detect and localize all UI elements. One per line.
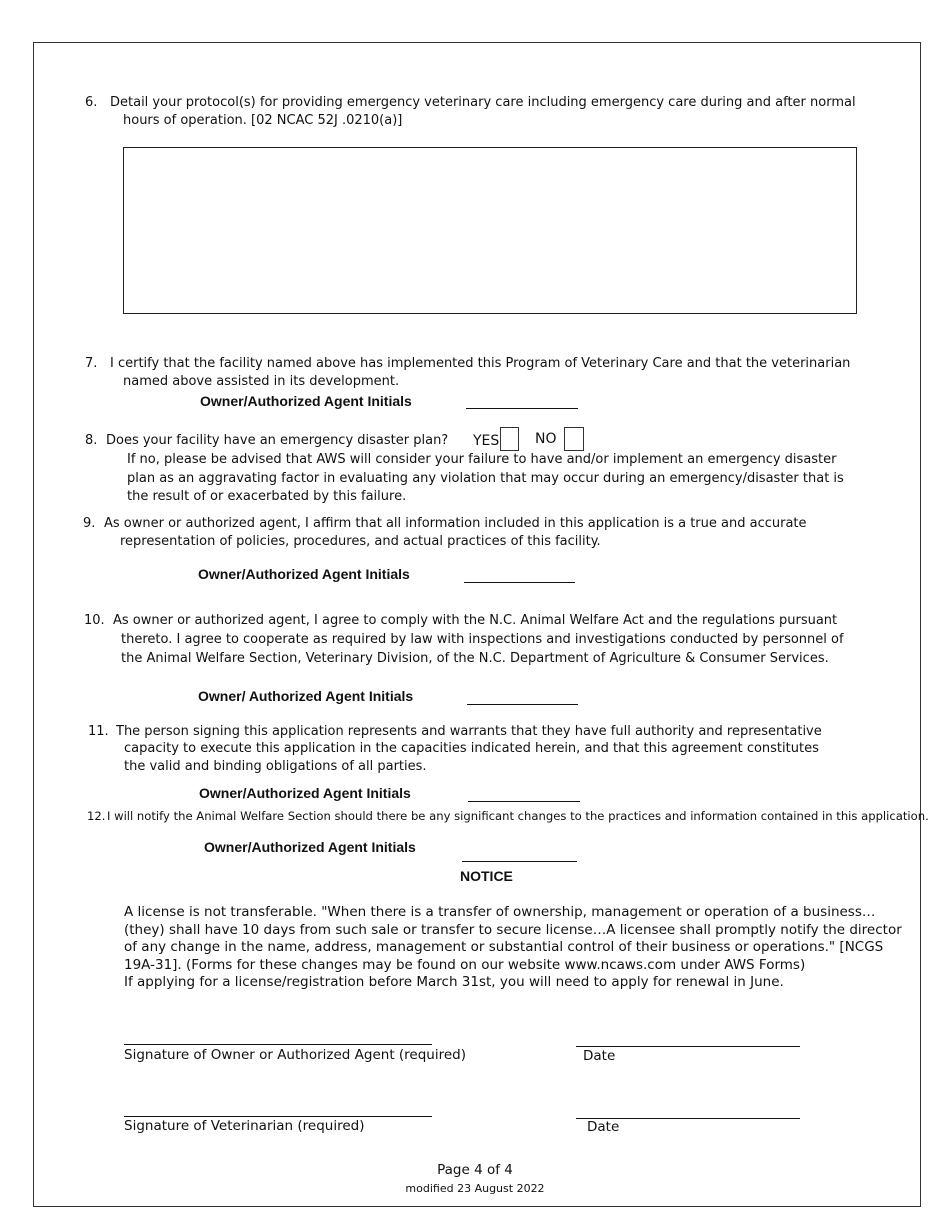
q12-initials-label: Owner/Authorized Agent Initials <box>204 839 416 855</box>
q9-initials-label: Owner/Authorized Agent Initials <box>198 566 410 582</box>
q11-initials-line[interactable] <box>468 801 580 802</box>
owner-signature-label: Signature of Owner or Authorized Agent (required) <box>124 1047 466 1063</box>
q8-yes-label: YES <box>473 433 500 449</box>
q6-text-line1: Detail your protocol(s) for providing emergency veterinary care including emergency care during and after normal <box>110 95 856 110</box>
q11-initials-label: Owner/Authorized Agent Initials <box>199 785 411 801</box>
q12-number: 12. <box>87 809 106 823</box>
q12-text: I will notify the Animal Welfare Section should there be any significant changes to the practices and information contained in this application. <box>107 809 929 823</box>
q8-number: 8. <box>85 433 98 448</box>
q10-text-line1: As owner or authorized agent, I agree to comply with the N.C. Animal Welfare Act and the regulations pursuant <box>113 613 838 628</box>
q11-text-line1: The person signing this application represents and warrants that they have full authority and representative <box>116 724 822 739</box>
q7-text-line1: I certify that the facility named above has implemented this Program of Veterinary Care and that the veterinarian <box>110 356 851 371</box>
q11-number: 11. <box>88 724 109 739</box>
q11-text-line3: the valid and binding obligations of all parties. <box>124 759 427 774</box>
q8-yes-checkbox[interactable] <box>500 427 519 451</box>
notice-line5: If applying for a license/registration before March 31st, you will need to apply for renewal in June. <box>124 974 784 990</box>
q8-note-line1: If no, please be advised that AWS will consider your failure to have and/or implement an emergency disaster <box>127 452 837 467</box>
q9-number: 9. <box>83 516 96 531</box>
q11-text-line2: capacity to execute this application in the capacities indicated herein, and that this agreement constitutes <box>124 741 819 756</box>
q10-number: 10. <box>84 613 105 628</box>
q9-text-line1: As owner or authorized agent, I affirm that all information included in this application is a true and accurate <box>104 516 807 531</box>
q9-text-line2: representation of policies, procedures, and actual practices of this facility. <box>120 534 601 549</box>
q8-note-line3: the result of or exacerbated by this failure. <box>127 489 407 504</box>
q10-text-line3: the Animal Welfare Section, Veterinary Division, of the N.C. Department of Agriculture & Consumer Services. <box>121 651 829 666</box>
q7-initials-line[interactable] <box>466 408 578 409</box>
owner-signature-line[interactable] <box>124 1044 432 1045</box>
q8-question: Does your facility have an emergency disaster plan? <box>106 433 449 448</box>
q7-number: 7. <box>85 356 98 371</box>
q7-text-line2: named above assisted in its development. <box>123 374 400 389</box>
q12-initials-line[interactable] <box>462 861 577 862</box>
vet-signature-line[interactable] <box>124 1116 432 1117</box>
notice-title: NOTICE <box>460 868 513 884</box>
notice-line1: A license is not transferable. "When there is a transfer of ownership, management or operation of a business… <box>124 904 876 920</box>
owner-date-label: Date <box>583 1048 616 1064</box>
notice-line3: of any change in the name, address, management or substantial control of their business or operations." [NCGS <box>124 939 884 955</box>
notice-line2: (they) shall have 10 days from such sale or transfer to secure license…A licensee shall promptly notify the director <box>124 922 902 938</box>
q10-text-line2: thereto. I agree to cooperate as required by law with inspections and investigations conducted by personnel of <box>121 632 844 647</box>
emergency-care-protocol-textarea[interactable] <box>123 147 857 314</box>
q8-note-line2: plan as an aggravating factor in evaluating any violation that may occur during an emergency/disaster that is <box>127 471 844 486</box>
q6-number: 6. <box>85 95 98 110</box>
vet-date-label: Date <box>587 1119 620 1135</box>
page-number: Page 4 of 4 <box>437 1162 513 1178</box>
notice-line4: 19A-31]. (Forms for these changes may be found on our website www.ncaws.com under AWS Forms) <box>124 957 806 973</box>
q8-no-checkbox[interactable] <box>564 427 584 451</box>
vet-signature-label: Signature of Veterinarian (required) <box>124 1118 365 1134</box>
q7-initials-label: Owner/Authorized Agent Initials <box>200 393 412 409</box>
q6-text-line2: hours of operation. [02 NCAC 52J .0210(a)] <box>123 113 403 128</box>
owner-date-line[interactable] <box>576 1046 800 1047</box>
q10-initials-label: Owner/ Authorized Agent Initials <box>198 688 414 704</box>
q10-initials-line[interactable] <box>467 704 578 705</box>
q9-initials-line[interactable] <box>464 582 575 583</box>
q8-no-label: NO <box>535 431 557 447</box>
modified-date: modified 23 August 2022 <box>405 1182 545 1195</box>
